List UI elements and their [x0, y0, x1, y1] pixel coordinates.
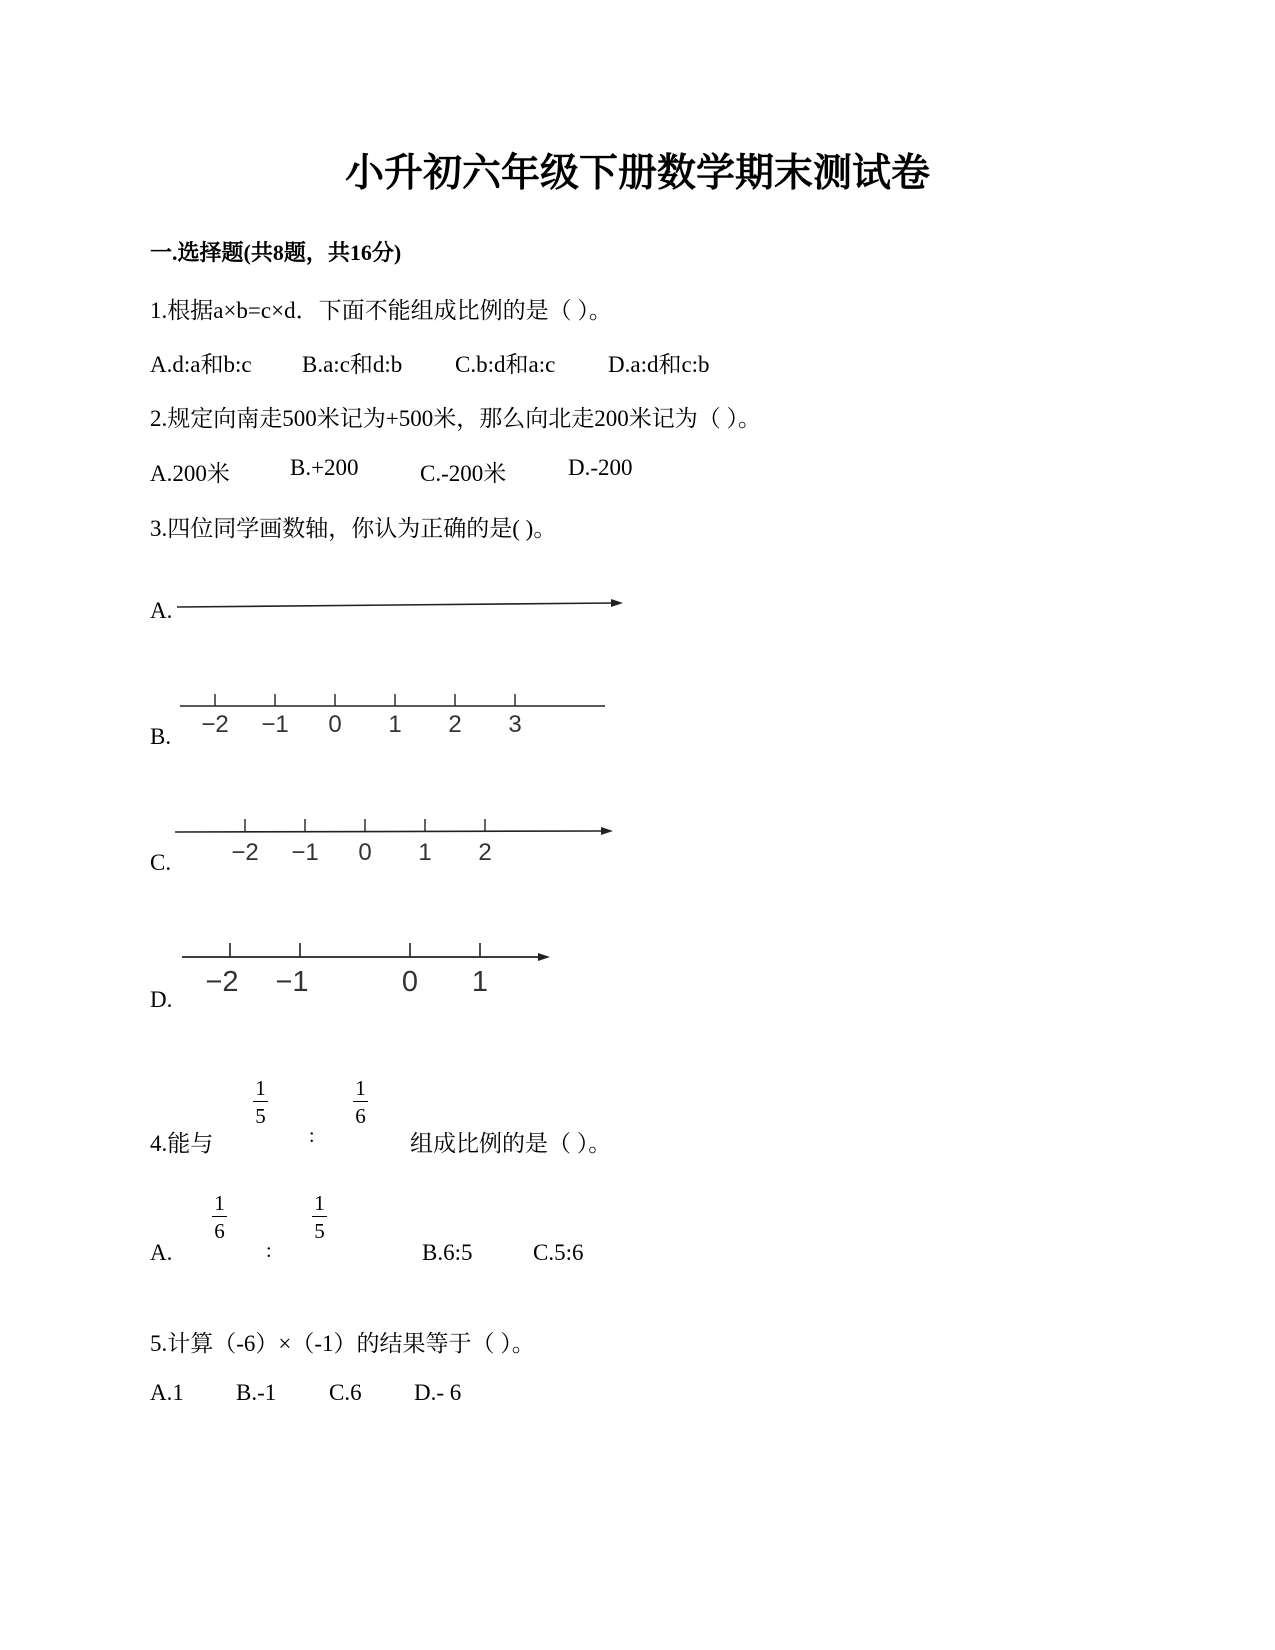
fraction-denominator: 6	[355, 1104, 366, 1128]
q3-axis-b	[175, 690, 615, 740]
axis-b-tick-label: −2	[201, 711, 229, 738]
axis-b-tick-label: −1	[261, 711, 289, 738]
axis-b-tick-label: 0	[328, 711, 342, 738]
question-4-suffix: 组成比例的是（ ）。	[410, 1131, 612, 1156]
axis-c-tick-label: 0	[358, 839, 372, 866]
axis-b-tick-label: 3	[508, 711, 522, 738]
q2-option-c: C.-200米	[420, 461, 507, 486]
q1-option-a: A.d:a和b:c	[150, 352, 252, 377]
q1-option-b: B.a:c和d:b	[302, 352, 403, 377]
q1-option-d: D.a:d和c:b	[608, 352, 710, 377]
q3-option-b-label: B.	[150, 724, 172, 749]
fraction-denominator: 5	[314, 1219, 325, 1243]
fraction-numerator: 1	[314, 1191, 325, 1215]
q2-option-a: A.200米	[150, 461, 230, 486]
q2-option-d: D.-200	[568, 455, 633, 480]
q4-option-a-label: A.	[150, 1240, 173, 1265]
axis-d-arrow	[538, 953, 550, 961]
q4-fraction-1	[253, 1076, 268, 1128]
fraction-denominator: 6	[214, 1219, 225, 1243]
q4-option-a-colon: :	[266, 1240, 272, 1262]
q4-option-b: B.6:5	[422, 1240, 473, 1265]
fraction-denominator: 5	[255, 1104, 266, 1128]
q3-option-c-label: C.	[150, 850, 172, 875]
q4-fraction-2	[353, 1076, 368, 1128]
axis-c-tick-label: −1	[291, 839, 319, 866]
question-5: 5.计算（-6）×（-1）的结果等于（ ）。	[150, 1331, 535, 1356]
axis-d-tick-label: 0	[401, 966, 419, 997]
question-1: 1.根据a×b=c×d．下面不能组成比例的是（ ）。	[150, 298, 612, 323]
fraction-bar	[212, 1216, 227, 1217]
q4-option-a-fraction-1	[212, 1191, 227, 1243]
q5-option-a: A.1	[150, 1380, 184, 1405]
fraction-numerator: 1	[355, 1076, 366, 1100]
q3-axis-c	[173, 815, 623, 867]
q3-option-d-label: D.	[150, 987, 173, 1012]
axis-b-tick-label: 2	[448, 711, 462, 738]
section-heading: 一.选择题(共8题，共16分)	[150, 240, 402, 265]
axis-c-tick-label: 1	[418, 839, 432, 866]
question-2: 2.规定向南走500米记为+500米，那么向北走200米记为（ ）。	[150, 406, 761, 431]
q4-colon: :	[309, 1125, 315, 1147]
q3-axis-a	[175, 595, 635, 615]
q2-option-b: B.+200	[290, 455, 359, 480]
axis-a-line	[177, 603, 615, 607]
fraction-bar	[253, 1101, 268, 1102]
axis-d-tick-label: −1	[275, 966, 309, 997]
page-title: 小升初六年级下册数学期末测试卷	[344, 152, 930, 195]
axis-c-line	[175, 831, 603, 832]
axis-a-arrow	[611, 599, 623, 607]
question-3: 3.四位同学画数轴，你认为正确的是( )。	[150, 516, 557, 541]
axis-c-arrow	[601, 827, 613, 835]
q4-option-c: C.5:6	[533, 1240, 584, 1265]
fraction-bar	[312, 1216, 327, 1217]
q5-option-d: D.- 6	[414, 1380, 462, 1405]
q1-option-c: C.b:d和a:c	[455, 352, 556, 377]
fraction-numerator: 1	[214, 1191, 225, 1215]
fraction-bar	[353, 1101, 368, 1102]
question-4-prefix: 4.能与	[150, 1131, 214, 1156]
axis-c-tick-label: 2	[478, 839, 492, 866]
axis-d-tick-label: −2	[205, 966, 239, 997]
q5-option-b: B.-1	[236, 1380, 277, 1405]
axis-d-tick-label: 1	[471, 966, 489, 997]
q5-option-c: C.6	[329, 1380, 362, 1405]
q3-axis-d	[178, 935, 568, 997]
fraction-numerator: 1	[255, 1076, 266, 1100]
q3-option-a-label: A.	[150, 598, 173, 623]
axis-b-tick-label: 1	[388, 711, 402, 738]
axis-c-tick-label: −2	[231, 839, 259, 866]
q4-option-a-fraction-2	[312, 1191, 327, 1243]
